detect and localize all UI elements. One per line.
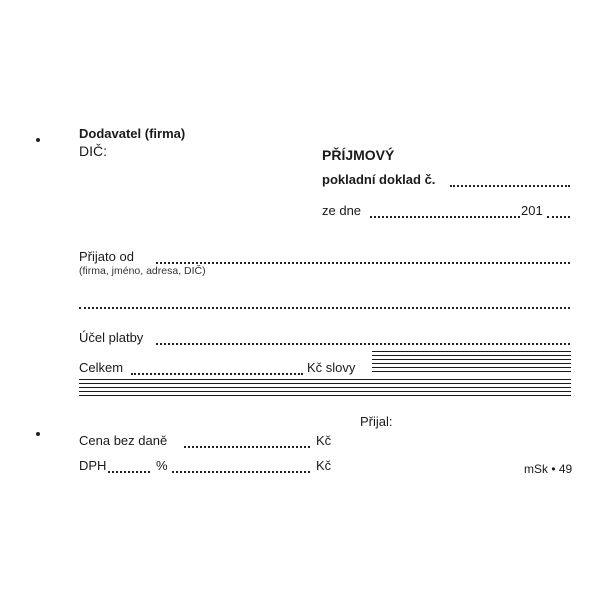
document-number-field[interactable] [450, 185, 570, 187]
year-prefix: 201 [521, 203, 543, 218]
price-without-tax-label: Cena bez daně [79, 433, 168, 448]
form-code: mSk • 49 [524, 462, 573, 476]
vat-amount-field[interactable] [172, 471, 310, 473]
received-from-label: Přijato od [79, 249, 134, 264]
price-without-tax-currency: Kč [316, 433, 332, 448]
purpose-label: Účel platby [79, 330, 144, 345]
price-without-tax-field[interactable] [184, 446, 310, 448]
vat-label: DPH [79, 458, 107, 473]
punch-mark-bottom [36, 432, 40, 436]
received-from-hint: (firma, jméno, adresa, DIČ) [79, 265, 206, 277]
tax-id-label: DIČ: [79, 143, 107, 159]
supplier-label: Dodavatel (firma) [79, 126, 186, 141]
document-title: PŘÍJMOVÝ [322, 147, 395, 163]
vat-rate-field[interactable] [108, 471, 150, 473]
amount-in-words-lines[interactable] [372, 351, 571, 375]
vat-percent: % [156, 458, 168, 473]
currency-words-label: Kč slovy [307, 360, 356, 375]
document-number-label: pokladní doklad č. [322, 172, 436, 187]
punch-mark-top [36, 138, 40, 142]
total-label: Celkem [79, 360, 124, 375]
amount-in-words-lines-lower[interactable] [79, 379, 571, 399]
purpose-field[interactable] [156, 343, 570, 345]
year-field[interactable] [547, 216, 570, 218]
total-field[interactable] [131, 373, 303, 375]
received-by-label: Přijal: [360, 414, 393, 429]
date-field[interactable] [370, 216, 520, 218]
date-label: ze dne [322, 203, 362, 218]
received-from-field-2[interactable] [79, 307, 570, 309]
vat-currency: Kč [316, 458, 332, 473]
received-from-field[interactable] [156, 262, 570, 264]
